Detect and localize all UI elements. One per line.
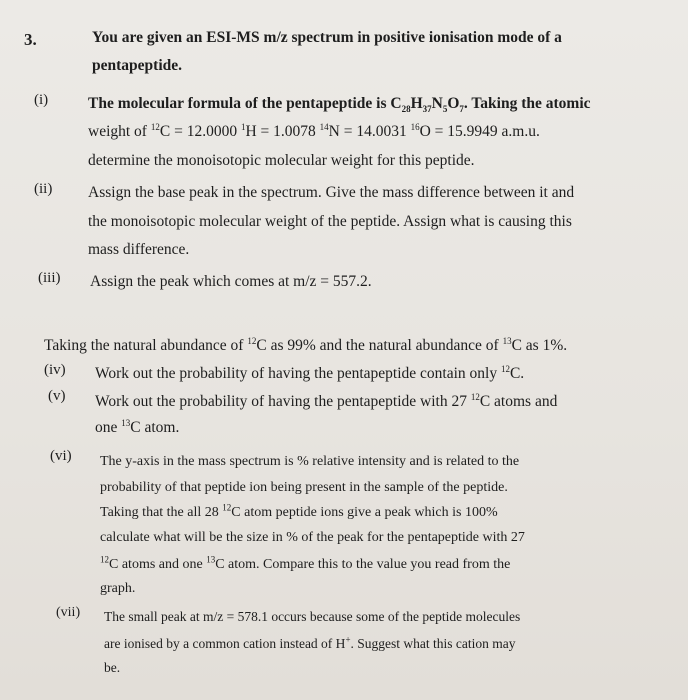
part-i-line-1: The molecular formula of the pentapeptide is $C_{28}H_{37}N_5O_7$. Taking the atomic bbox=[88, 95, 591, 115]
abundance-statement: Taking the natural abundance of $^{12}$C as 99% and the natural abundance of $^{13}$C as 1%. bbox=[44, 335, 568, 354]
part-iii-text: Assign the peak which comes at m/z = 557.2. bbox=[90, 273, 372, 290]
part-ii-line-1: Assign the base peak in the spectrum. Give the mass difference between it and bbox=[88, 184, 575, 201]
part-ii-line-3: mass difference. bbox=[88, 241, 190, 258]
part-v-line-1: Work out the probability of having the pentapeptide with 27 $^{12}$C atoms and bbox=[95, 391, 558, 410]
part-i-label: (i) bbox=[34, 92, 49, 108]
part-iv-label: (iv) bbox=[44, 362, 66, 378]
part-vi-line-1: The y-axis in the mass spectrum is % relative intensity and is related to the bbox=[100, 454, 520, 469]
part-i-line-2: weight of $^{12}$C = 12.0000 $^1$H = 1.0078 $^{14}$N = 14.0031 $^{16}$O = 15.9949 a.m.u. bbox=[88, 121, 540, 140]
question-number: 3. bbox=[24, 30, 37, 49]
part-vii-label: (vii) bbox=[56, 605, 81, 620]
intro-line-2: pentapeptide. bbox=[92, 57, 182, 74]
part-i-line-3: determine the monoisotopic molecular weight for this peptide. bbox=[88, 152, 475, 169]
part-vi-line-4: calculate what will be the size in % of the peak for the pentapeptide with 27 bbox=[100, 530, 525, 545]
part-ii-label: (ii) bbox=[34, 181, 53, 197]
part-vii-line-3: be. bbox=[104, 660, 121, 675]
part-vi-line-5: $^{12}$C atoms and one $^{13}$C atom. Compare this to the value you read from the bbox=[100, 554, 511, 572]
part-vi-label: (vi) bbox=[50, 448, 72, 464]
part-ii-line-2: the monoisotopic molecular weight of the peptide. Assign what is causing this bbox=[88, 213, 572, 230]
part-vi-line-2: probability of that peptide ion being present in the sample of the peptide. bbox=[100, 480, 508, 495]
part-vi-line-6: graph. bbox=[100, 581, 136, 596]
part-vii-line-2: are ionised by a common cation instead of H+. Suggest what this cation may bbox=[104, 634, 516, 651]
part-iii-label: (iii) bbox=[38, 270, 61, 286]
part-v-label: (v) bbox=[48, 388, 66, 404]
part-iv-text: Work out the probability of having the pentapeptide contain only $^{12}$C. bbox=[95, 363, 525, 382]
part-vi-line-3: Taking that the all 28 $^{12}$C atom peptide ions give a peak which is 100% bbox=[100, 502, 498, 520]
part-vii-line-1: The small peak at m/z = 578.1 occurs because some of the peptide molecules bbox=[104, 609, 521, 624]
intro-line-1: You are given an ESI-MS m/z spectrum in positive ionisation mode of a bbox=[92, 29, 562, 46]
part-v-line-2: one $^{13}$C atom. bbox=[95, 417, 180, 436]
